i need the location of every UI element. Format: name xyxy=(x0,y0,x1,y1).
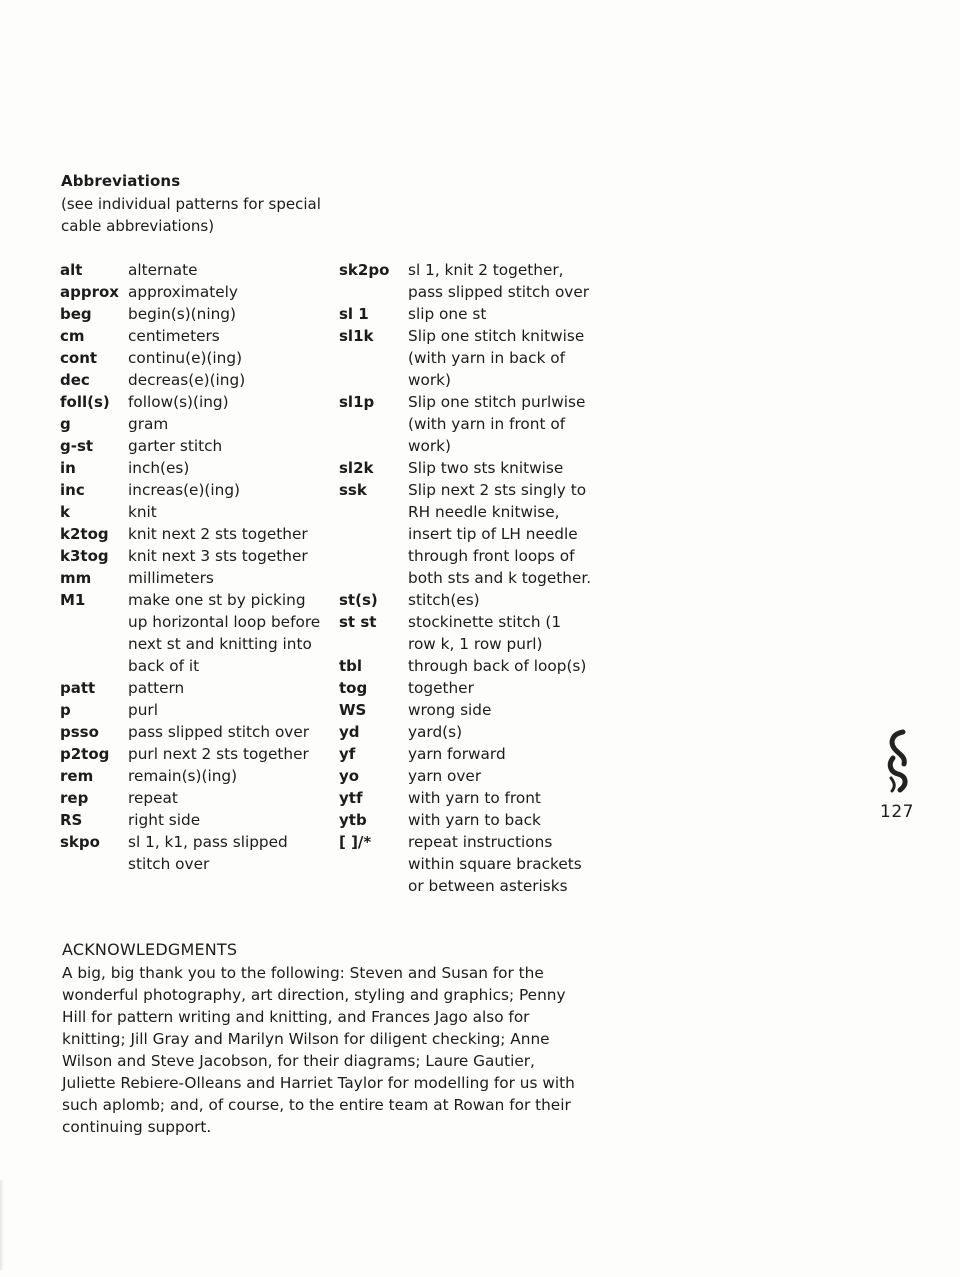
abbreviation-meaning: follow(s)(ing) xyxy=(128,393,229,411)
abbreviation-meaning: increas(e)(ing) xyxy=(128,481,241,499)
abbreviation-term: ytb xyxy=(339,811,367,829)
abbreviation-term: yo xyxy=(339,767,360,785)
abbreviation-meaning: Slip next 2 sts singly to RH needle knitwise, insert tip of LH needle through front loops of both sts and k together. xyxy=(408,481,592,587)
abbreviation-term: skpo xyxy=(60,833,100,851)
abbreviation-term: p xyxy=(60,701,71,719)
abbreviation-row xyxy=(60,457,328,479)
abbreviation-row xyxy=(60,303,328,325)
abbreviation-meaning: yarn forward xyxy=(408,745,506,763)
abbreviation-meaning: garter stitch xyxy=(128,437,223,455)
abbreviation-term: sl2k xyxy=(339,459,374,477)
abbreviation-row xyxy=(339,259,593,303)
abbreviation-meaning: Slip one stitch knitwise (with yarn in back of work) xyxy=(408,327,585,389)
abbreviation-term: g-st xyxy=(60,437,94,455)
abbreviation-row xyxy=(60,281,328,303)
abbreviation-term: sl 1 xyxy=(339,305,369,323)
abbreviation-row xyxy=(339,721,593,743)
abbreviation-meaning: Slip one stitch purlwise (with yarn in front of work) xyxy=(408,393,586,455)
abbreviation-meaning: right side xyxy=(128,811,201,829)
abbreviation-row xyxy=(339,765,593,787)
abbreviation-meaning: millimeters xyxy=(128,569,214,587)
abbreviation-term: tog xyxy=(339,679,368,697)
abbreviation-term: sl1k xyxy=(339,327,374,345)
abbreviation-row xyxy=(60,325,328,347)
abbreviation-term: k xyxy=(60,503,70,521)
abbreviation-meaning: repeat instructions within square brackets or between asterisks xyxy=(408,833,582,895)
abbreviation-meaning: together xyxy=(408,679,474,697)
abbreviation-row xyxy=(339,787,593,809)
abbreviation-term: g xyxy=(60,415,71,433)
abbreviation-meaning: gram xyxy=(128,415,169,433)
abbreviation-meaning: knit next 2 sts together xyxy=(128,525,308,543)
abbreviations-note: (see individual patterns for special cable abbreviations) xyxy=(61,195,321,235)
abbreviation-term: M1 xyxy=(60,591,86,609)
abbreviation-row xyxy=(339,699,593,721)
acknowledgments-body: A big, big thank you to the following: Steven and Susan for the wonderful photography, art direction, styling and graphics; Penny Hill for pattern writing and knitting, and Frances Jago also for knitting; Jill Gray and Marilyn Wilson for diligent checking; Anne Wilson and Steve Jacobson, for their diagrams; Laure Gautier, Juliette Rebiere-Olleans and Harriet Taylor for modelling for us with such aplomb; and, of course, to the entire team at Rowan for their continuing support. xyxy=(62,964,575,1136)
abbreviation-meaning: continu(e)(ing) xyxy=(128,349,243,367)
abbreviation-term: st st xyxy=(339,613,377,631)
abbreviation-meaning: sl 1, knit 2 together, pass slipped stitch over xyxy=(408,261,590,301)
abbreviation-row xyxy=(339,809,593,831)
abbreviation-row xyxy=(339,831,593,897)
abbreviation-meaning: through back of loop(s) xyxy=(408,657,587,675)
abbreviation-meaning: centimeters xyxy=(128,327,220,345)
abbreviation-meaning: wrong side xyxy=(408,701,492,719)
abbreviation-row xyxy=(60,413,328,435)
abbreviation-row xyxy=(339,479,593,589)
abbreviation-term: ssk xyxy=(339,481,367,499)
abbreviation-term: approx xyxy=(60,283,119,301)
abbreviation-row xyxy=(60,677,328,699)
abbreviation-meaning: make one st by picking up horizontal loop before next st and knitting into back of it xyxy=(128,591,321,675)
abbreviation-row xyxy=(60,545,328,567)
abbreviation-meaning: knit next 3 sts together xyxy=(128,547,308,565)
abbreviation-row xyxy=(60,369,328,391)
page-edge-shadow xyxy=(0,1180,4,1270)
abbreviation-term: beg xyxy=(60,305,92,323)
abbreviation-row xyxy=(339,457,593,479)
abbreviation-row xyxy=(60,523,328,545)
abbreviation-term: patt xyxy=(60,679,96,697)
abbreviation-meaning: begin(s)(ning) xyxy=(128,305,236,323)
abbreviation-meaning: Slip two sts knitwise xyxy=(408,459,564,477)
abbreviation-row xyxy=(60,809,328,831)
abbreviation-row xyxy=(60,743,328,765)
abbreviation-term: ytf xyxy=(339,789,363,807)
abbreviation-row xyxy=(60,479,328,501)
abbreviation-term: rep xyxy=(60,789,89,807)
page-number: 127 xyxy=(880,802,914,822)
abbreviation-term: mm xyxy=(60,569,92,587)
abbreviation-meaning: sl 1, k1, pass slipped stitch over xyxy=(128,833,288,873)
abbreviation-row xyxy=(339,391,593,457)
abbreviation-row xyxy=(60,391,328,413)
abbreviation-term: cont xyxy=(60,349,98,367)
abbreviation-row xyxy=(339,325,593,391)
abbreviation-row xyxy=(60,721,328,743)
abbreviation-meaning: knit xyxy=(128,503,157,521)
abbreviation-row xyxy=(60,699,328,721)
abbreviation-term: dec xyxy=(60,371,90,389)
abbreviation-row xyxy=(60,501,328,523)
abbreviation-row xyxy=(60,831,328,875)
abbreviation-row xyxy=(60,259,328,281)
abbreviations-left-column xyxy=(60,259,328,875)
abbreviation-term: yf xyxy=(339,745,356,763)
abbreviation-meaning: approximately xyxy=(128,283,238,301)
abbreviation-term: st(s) xyxy=(339,591,378,609)
abbreviation-term: RS xyxy=(60,811,83,829)
abbreviation-row xyxy=(60,435,328,457)
abbreviation-row xyxy=(60,347,328,369)
abbreviation-row xyxy=(339,655,593,677)
abbreviation-row xyxy=(60,567,328,589)
abbreviation-meaning: decreas(e)(ing) xyxy=(128,371,246,389)
abbreviation-term: sl1p xyxy=(339,393,375,411)
abbreviation-row xyxy=(339,743,593,765)
abbreviation-row xyxy=(60,589,328,677)
abbreviation-row xyxy=(339,677,593,699)
abbreviations-right-column xyxy=(339,259,593,897)
abbreviation-term: k2tog xyxy=(60,525,109,543)
abbreviation-meaning: yarn over xyxy=(408,767,482,785)
abbreviation-row xyxy=(60,765,328,787)
abbreviation-term: WS xyxy=(339,701,367,719)
abbreviation-meaning: with yarn to front xyxy=(408,789,541,807)
abbreviation-term: k3tog xyxy=(60,547,109,565)
abbreviation-term: sk2po xyxy=(339,261,390,279)
abbreviation-meaning: pattern xyxy=(128,679,185,697)
abbreviation-term: p2tog xyxy=(60,745,110,763)
abbreviation-row xyxy=(60,787,328,809)
abbreviations-heading: Abbreviations xyxy=(61,172,181,190)
abbreviation-meaning: stitch(es) xyxy=(408,591,480,609)
abbreviation-term: psso xyxy=(60,723,99,741)
abbreviation-meaning: yard(s) xyxy=(408,723,463,741)
abbreviation-meaning: stockinette stitch (1 row k, 1 row purl) xyxy=(408,613,562,653)
abbreviation-meaning: alternate xyxy=(128,261,198,279)
abbreviation-term: in xyxy=(60,459,76,477)
abbreviation-meaning: with yarn to back xyxy=(408,811,541,829)
abbreviation-term: alt xyxy=(60,261,83,279)
abbreviation-meaning: slip one st xyxy=(408,305,487,323)
abbreviation-row xyxy=(339,611,593,655)
abbreviation-term: [ ]/* xyxy=(339,833,372,851)
abbreviation-meaning: repeat xyxy=(128,789,178,807)
abbreviation-term: tbl xyxy=(339,657,363,675)
abbreviation-row xyxy=(339,303,593,325)
abbreviation-meaning: purl next 2 sts together xyxy=(128,745,309,763)
abbreviation-term: yd xyxy=(339,723,360,741)
abbreviation-meaning: purl xyxy=(128,701,158,719)
abbreviation-row xyxy=(339,589,593,611)
abbreviation-term: foll(s) xyxy=(60,393,110,411)
abbreviation-term: rem xyxy=(60,767,94,785)
abbreviation-meaning: remain(s)(ing) xyxy=(128,767,238,785)
cable-chain-icon xyxy=(884,728,912,794)
abbreviation-meaning: pass slipped stitch over xyxy=(128,723,310,741)
acknowledgments-heading: ACKNOWLEDGMENTS xyxy=(62,940,238,959)
abbreviation-term: cm xyxy=(60,327,85,345)
abbreviation-term: inc xyxy=(60,481,85,499)
abbreviation-meaning: inch(es) xyxy=(128,459,190,477)
